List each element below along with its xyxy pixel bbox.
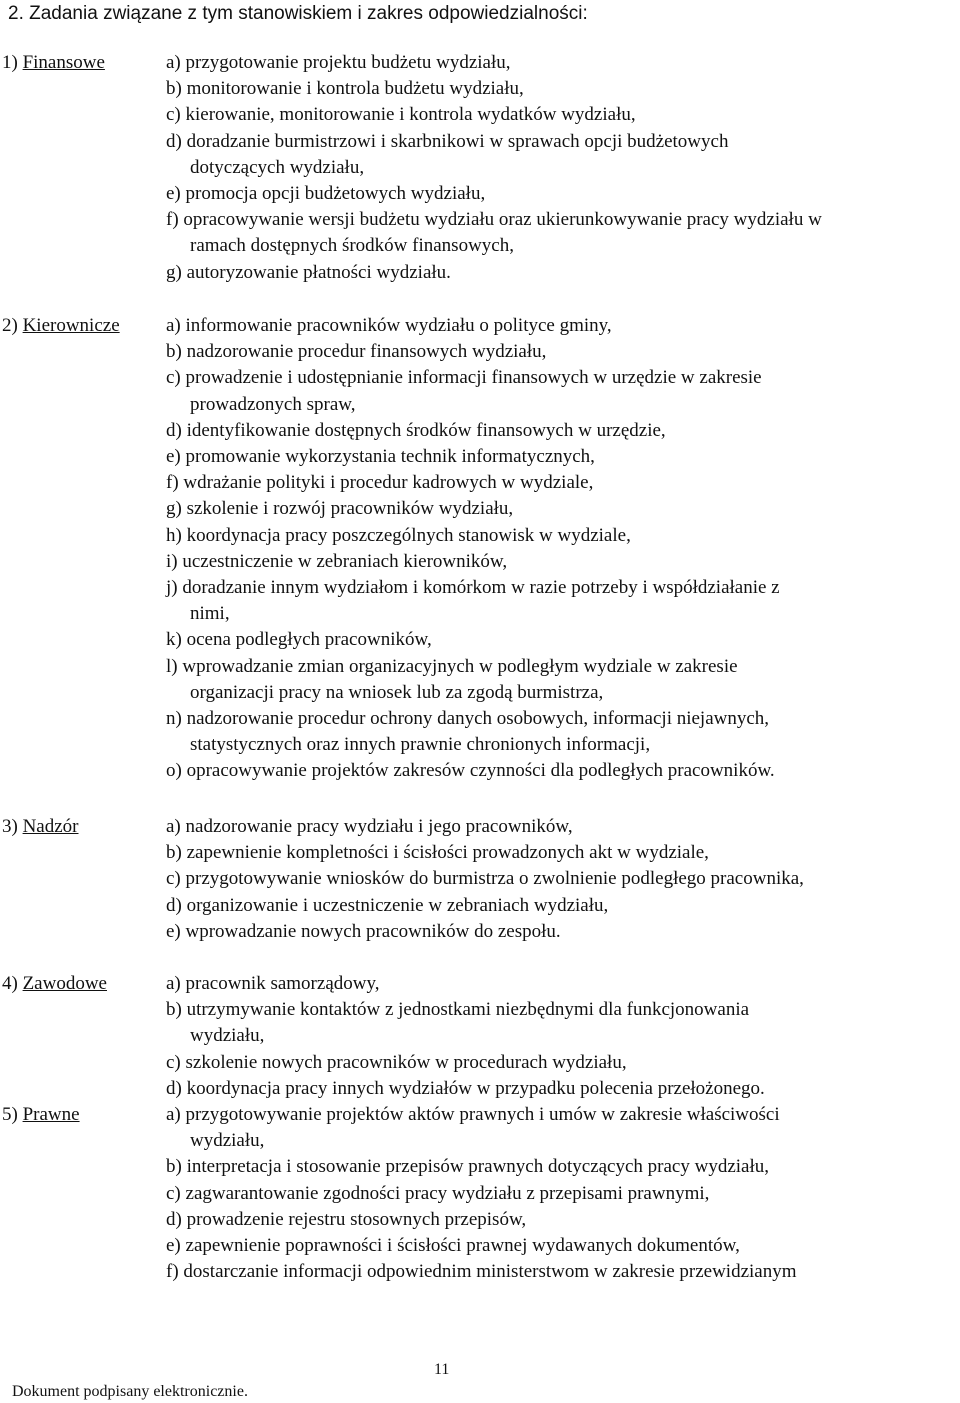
task-item-continuation: wydziału, [190, 1025, 265, 1047]
task-item-text: d) koordynacja pracy innych wydziałów w przypadku polecenia przełożonego. [166, 1077, 765, 1099]
task-item [166, 627, 960, 653]
task-item [166, 418, 960, 444]
task-item [166, 365, 960, 417]
task-item [166, 814, 960, 840]
task-item-text: e) promowanie wykorzystania technik informatycznych, [166, 446, 595, 468]
section-title: Kierownicze [22, 315, 120, 336]
task-item [166, 840, 960, 866]
footer-note: Dokument podpisany elektronicznie. [12, 1383, 248, 1400]
task-item-text: a) przygotowanie projektu budżetu wydziału, [166, 52, 511, 73]
task-item [166, 1076, 960, 1102]
section-label [2, 50, 105, 76]
task-item [166, 971, 960, 997]
task-item-text: d) prowadzenie rejestru stosownych przepisów, [166, 1208, 527, 1230]
task-item [166, 129, 960, 181]
task-item-text: e) wprowadzanie nowych pracowników do zespołu. [166, 920, 561, 942]
task-item [166, 654, 960, 706]
task-list [166, 313, 960, 785]
section-title: Zawodowe [22, 973, 107, 994]
task-item-text: j) doradzanie innym wydziałom i komórkom w razie potrzeby i współdziałanie z [166, 577, 780, 599]
task-item-text: b) utrzymywanie kontaktów z jednostkami niezbędnymi dla funkcjonowania [166, 999, 750, 1021]
task-item [166, 919, 960, 945]
task-item-text: l) wprowadzanie zmian organizacyjnych w podległym wydziale w zakresie [166, 655, 738, 677]
section-number: 3) [2, 816, 23, 837]
task-item [166, 339, 960, 365]
task-item [166, 207, 960, 259]
task-item [166, 758, 960, 784]
task-item-continuation: nimi, [190, 603, 230, 625]
task-item-text: c) prowadzenie i udostępnianie informacji finansowych w urzędzie w zakresie [166, 367, 762, 389]
task-item-text: b) monitorowanie i kontrola budżetu wydziału, [166, 78, 524, 100]
task-item-text: g) szkolenie i rozwój pracowników wydziału, [166, 498, 514, 520]
task-item [166, 313, 960, 339]
task-item [166, 1102, 960, 1154]
task-item [166, 575, 960, 627]
task-item-text: e) promocja opcji budżetowych wydziału, [166, 183, 486, 205]
task-item-text: c) szkolenie nowych pracowników w procedurach wydziału, [166, 1051, 627, 1073]
task-item [166, 893, 960, 919]
task-item-text: b) nadzorowanie procedur finansowych wydziału, [166, 341, 547, 363]
task-item [166, 76, 960, 102]
page-number: 11 [434, 1361, 450, 1378]
task-item [166, 1233, 960, 1259]
task-item-text: e) zapewnienie poprawności i ścisłości prawnej wydawanych dokumentów, [166, 1235, 740, 1257]
task-list [166, 971, 960, 1102]
task-list [166, 814, 960, 945]
task-list [166, 50, 960, 286]
task-item-continuation: wydziału, [190, 1130, 265, 1152]
task-item-text: f) wdrażanie polityki i procedur kadrowych w wydziale, [166, 472, 594, 494]
task-item-text: c) kierowanie, monitorowanie i kontrola wydatków wydziału, [166, 104, 636, 126]
task-item [166, 1181, 960, 1207]
task-item [166, 50, 960, 76]
task-item [166, 444, 960, 470]
task-item-text: g) autoryzowanie płatności wydziału. [166, 261, 451, 283]
task-item-continuation: organizacji pracy na wniosek lub za zgodą burmistrza, [190, 681, 604, 703]
task-item [166, 260, 960, 286]
task-item-text: a) przygotowywanie projektów aktów prawnych i umów w zakresie właściwości [166, 1104, 780, 1125]
task-item [166, 549, 960, 575]
task-item-text: a) nadzorowanie pracy wydziału i jego pracowników, [166, 816, 573, 837]
section-title: Nadzór [22, 816, 79, 837]
task-item-continuation: statystycznych oraz innych prawnie chronionych informacji, [190, 734, 651, 756]
task-item-text: d) identyfikowanie dostępnych środków finansowych w urzędzie, [166, 419, 666, 441]
task-item [166, 706, 960, 758]
task-item [166, 1050, 960, 1076]
task-item-text: f) opracowywanie wersji budżetu wydziału oraz ukierunkowywanie pracy wydziału w [166, 209, 822, 231]
task-item-text: a) pracownik samorządowy, [166, 973, 380, 994]
task-item-text: h) koordynacja pracy poszczególnych stanowisk w wydziale, [166, 524, 631, 546]
task-item-text: n) nadzorowanie procedur ochrony danych osobowych, informacji niejawnych, [166, 708, 770, 730]
task-list [166, 1102, 960, 1285]
section-label [2, 971, 107, 997]
section-number: 5) [2, 1104, 23, 1125]
task-item-text: d) doradzanie burmistrzowi i skarbnikowi w sprawach opcji budżetowych [166, 130, 729, 152]
task-item [166, 1207, 960, 1233]
task-item [166, 523, 960, 549]
section-title: Prawne [22, 1104, 80, 1125]
section-heading: 2. Zadania związane z tym stanowiskiem i zakres odpowiedzialności: [8, 3, 588, 24]
task-item-text: k) ocena podległych pracowników, [166, 629, 432, 651]
section-number: 1) [2, 52, 23, 73]
section-number: 2) [2, 315, 23, 336]
task-item [166, 496, 960, 522]
section-label [2, 313, 120, 339]
task-item [166, 866, 960, 892]
section-label [2, 814, 79, 840]
section-number: 4) [2, 973, 23, 994]
task-item-text: d) organizowanie i uczestniczenie w zebraniach wydziału, [166, 894, 609, 916]
task-item [166, 181, 960, 207]
task-item-text: a) informowanie pracowników wydziału o polityce gminy, [166, 315, 612, 336]
task-item-continuation: ramach dostępnych środków finansowych, [190, 235, 514, 257]
task-item-continuation: dotyczących wydziału, [190, 156, 365, 178]
task-item [166, 997, 960, 1049]
task-item [166, 1259, 960, 1285]
task-item-continuation: prowadzonych spraw, [190, 393, 356, 415]
task-item-text: i) uczestniczenie w zebraniach kierowników, [166, 550, 508, 572]
task-item-text: c) zagwarantowanie zgodności pracy wydziału z przepisami prawnymi, [166, 1182, 710, 1204]
task-item [166, 1154, 960, 1180]
task-item [166, 102, 960, 128]
task-item-text: b) zapewnienie kompletności i ścisłości prowadzonych akt w wydziale, [166, 842, 709, 864]
task-item [166, 470, 960, 496]
task-item-text: f) dostarczanie informacji odpowiednim ministerstwom w zakresie przewidzianym [166, 1261, 797, 1283]
section-title: Finansowe [22, 52, 105, 73]
task-item-text: c) przygotowywanie wniosków do burmistrza o zwolnienie podległego pracownika, [166, 868, 804, 890]
task-item-text: o) opracowywanie projektów zakresów czynności dla podległych pracowników. [166, 760, 775, 782]
task-item-text: b) interpretacja i stosowanie przepisów prawnych dotyczących pracy wydziału, [166, 1156, 770, 1178]
section-label [2, 1102, 80, 1128]
